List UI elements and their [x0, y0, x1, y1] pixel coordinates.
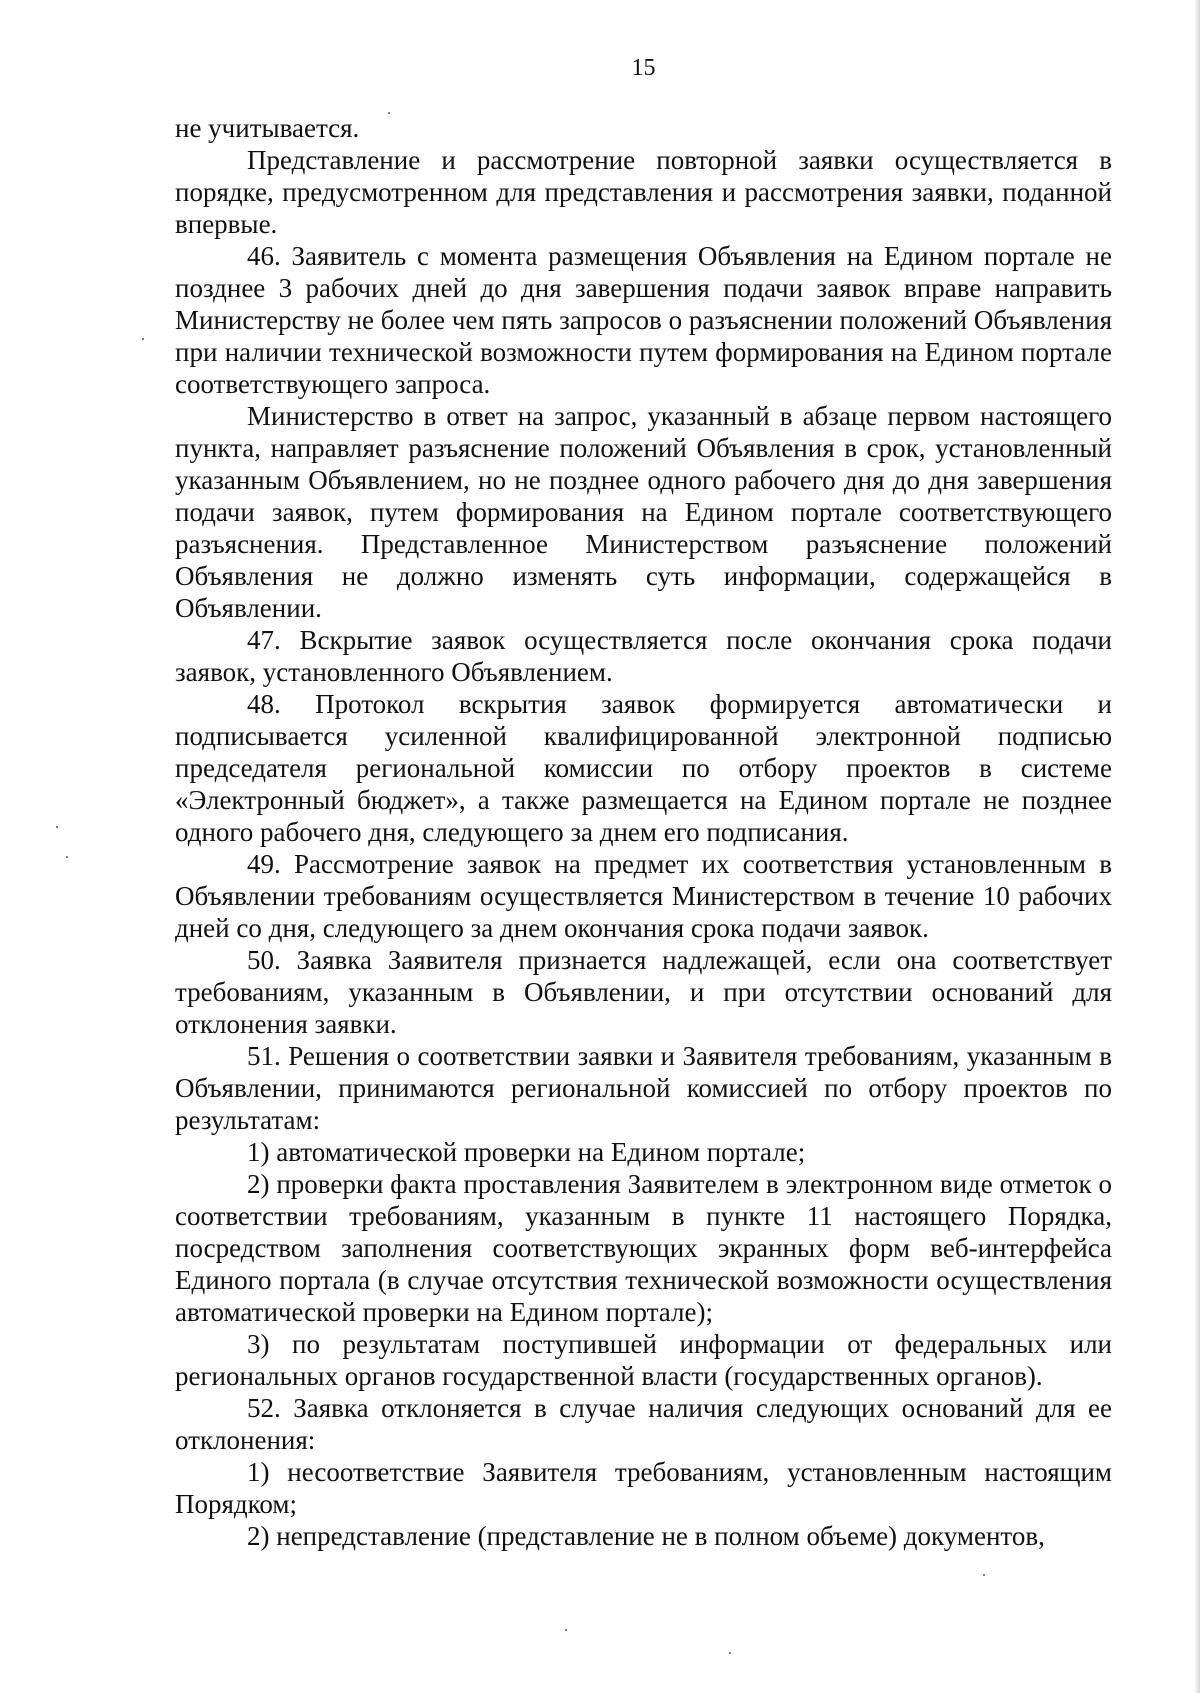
paragraph-continuation: не учитывается. [175, 113, 360, 143]
scan-speck [983, 1574, 985, 1576]
scan-speck [729, 1652, 731, 1654]
paragraph-ministry-reply: Министерство в ответ на запрос, указанный в абзаце первом настоящего пункта, направляет разъяснение положений Объявления в срок, установленный указанным Объявлением, но не позднее одного рабочего дня до дня завершения подачи заявок, путем формирования на Едином портале соответствующего разъяснения. Представленное Министерством разъяснение положений Объявления не должно изменять суть информации, содержащейся в Объявлении. [175, 401, 1112, 623]
paragraph-item-50: 50. Заявка Заявителя признается надлежащей, если она соответствует требованиям, указанным в Объявлении, и при отсутствии оснований для отклонения заявки. [175, 945, 1112, 1039]
list-item-52-1: 1) несоответствие Заявителя требованиям, установленным настоящим Порядком; [175, 1457, 1112, 1519]
list-item-51-1: 1) автоматической проверки на Едином портале; [247, 1137, 806, 1167]
scan-speck [56, 826, 58, 828]
paragraph-repeat-application: Представление и рассмотрение повторной заявки осуществляется в порядке, предусмотренном для представления и рассмотрения заявки, поданной впервые. [175, 145, 1112, 239]
scan-speck [565, 1629, 567, 1631]
paragraph-item-47: 47. Вскрытие заявок осуществляется после окончания срока подачи заявок, установленного Объявлением. [175, 625, 1112, 687]
list-item-52-2: 2) непредставление (представление не в полном объеме) документов, [247, 1521, 1045, 1551]
scan-edge-shadow [1194, 0, 1200, 1693]
list-item-51-3: 3) по результатам поступившей информации от федеральных или региональных органов государственной власти (государственных органов). [175, 1329, 1112, 1391]
scan-speck [66, 856, 68, 858]
paragraph-item-52: 52. Заявка отклоняется в случае наличия следующих оснований для ее отклонения: [175, 1393, 1112, 1455]
list-item-51-2: 2) проверки факта проставления Заявителем в электронном виде отметок о соответствии требованиям, указанным в пункте 11 настоящего Порядка, посредством заполнения соответствующих экранных форм веб-интерфейса Единого портала (в случае отсутствия технической возможности осуществления автоматической проверки на Едином портале); [175, 1169, 1112, 1327]
scan-speck [142, 338, 144, 340]
paragraph-item-48: 48. Протокол вскрытия заявок формируется автоматически и подписывается усиленной квалифицированной электронной подписью председателя региональной комиссии по отбору проектов в системе «Электронный бюджет», а также размещается на Едином портале не позднее одного рабочего дня, следующего за днем его подписания. [175, 689, 1112, 847]
document-body [175, 112, 1112, 1552]
paragraph-item-49: 49. Рассмотрение заявок на предмет их соответствия установленным в Объявлении требованиям осуществляется Министерством в течение 10 рабочих дней со дня, следующего за днем окончания срока подачи заявок. [175, 849, 1112, 943]
paragraph-item-46: 46. Заявитель с момента размещения Объявления на Едином портале не позднее 3 рабочих дней до дня завершения подачи заявок вправе направить Министерству не более чем пять запросов о разъяснении положений Объявления при наличии технической возможности путем формирования на Едином портале соответствующего запроса. [175, 241, 1112, 399]
paragraph-item-51: 51. Решения о соответствии заявки и Заявителя требованиям, указанным в Объявлении, принимаются региональной комиссией по отбору проектов по результатам: [175, 1041, 1112, 1135]
page-number: 15 [631, 55, 656, 81]
